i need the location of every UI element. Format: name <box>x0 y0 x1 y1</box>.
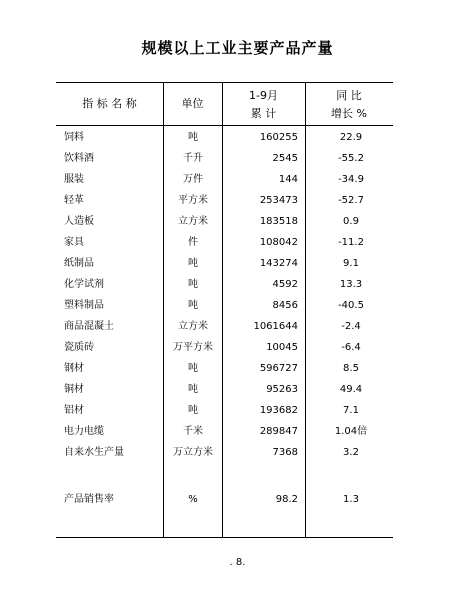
row-value: 143274 <box>259 258 298 269</box>
row-name: 电力电缆 <box>64 426 104 437</box>
page-number: . 8. <box>229 557 246 568</box>
header-growth-unit: 增长 % <box>331 107 367 120</box>
row-growth: 3.2 <box>343 447 359 458</box>
row-name: 饲料 <box>64 132 84 143</box>
row-growth: -52.7 <box>338 195 364 206</box>
row-growth: -40.5 <box>338 300 364 311</box>
row-growth: 22.9 <box>339 132 363 143</box>
row-unit: 吨 <box>188 300 198 311</box>
column-divider-value-growth <box>305 82 306 538</box>
row-value: 144 <box>278 174 298 185</box>
row-unit: 吨 <box>188 132 198 143</box>
row-growth: 7.1 <box>343 405 359 416</box>
row-name: 钢材 <box>64 363 84 374</box>
row-growth: -2.4 <box>341 321 361 332</box>
header-indicator-name: 指 标 名 称 <box>82 97 137 110</box>
row-unit: 千升 <box>183 153 203 164</box>
row-value: 98.2 <box>275 494 298 505</box>
row-name: 化学试剂 <box>64 279 104 290</box>
row-name: 产品销售率 <box>64 494 114 505</box>
row-value: 193682 <box>259 405 298 416</box>
row-name: 塑料制品 <box>64 300 104 311</box>
row-value: 289847 <box>259 426 298 437</box>
row-unit: 吨 <box>188 279 198 290</box>
row-growth: 49.4 <box>339 384 363 395</box>
row-growth: -6.4 <box>341 342 361 353</box>
row-value: 7368 <box>272 447 298 458</box>
header-unit: 单位 <box>181 97 204 110</box>
row-unit: 万平方米 <box>173 342 213 353</box>
row-unit: 吨 <box>188 384 198 395</box>
row-value: 183518 <box>259 216 298 227</box>
row-growth: 9.1 <box>343 258 359 269</box>
row-unit: % <box>188 494 198 505</box>
column-divider-name-unit <box>163 82 164 538</box>
header-cumulative-period: 1-9月 <box>249 89 278 102</box>
row-value: 8456 <box>272 300 298 311</box>
row-name: 服装 <box>64 174 84 185</box>
row-unit: 平方米 <box>178 195 208 206</box>
row-unit: 吨 <box>188 258 198 269</box>
row-growth: 1.04倍 <box>334 426 368 437</box>
row-name: 人造板 <box>64 216 94 227</box>
row-growth: 1.3 <box>343 494 359 505</box>
row-unit: 万件 <box>183 174 203 185</box>
row-unit: 吨 <box>188 405 198 416</box>
row-name: 铜材 <box>64 384 84 395</box>
row-value: 596727 <box>259 363 298 374</box>
row-unit: 千米 <box>183 426 203 437</box>
row-value: 160255 <box>259 132 298 143</box>
row-growth: 8.5 <box>343 363 359 374</box>
row-name: 自来水生产量 <box>64 447 124 458</box>
table-bottom-rule <box>56 537 393 538</box>
row-name: 饮料酒 <box>64 153 94 164</box>
row-value: 95263 <box>266 384 298 395</box>
table-top-rule <box>56 82 393 83</box>
row-value: 10045 <box>266 342 298 353</box>
row-unit: 吨 <box>188 363 198 374</box>
row-value: 1061644 <box>253 321 298 332</box>
row-name: 轻革 <box>64 195 84 206</box>
row-name: 瓷质砖 <box>64 342 94 353</box>
row-growth: 0.9 <box>343 216 359 227</box>
header-growth-label: 同 比 <box>336 89 362 102</box>
row-name: 商品混凝土 <box>64 321 114 332</box>
header-cumulative-label: 累 计 <box>250 107 277 120</box>
row-unit: 件 <box>188 237 198 248</box>
row-name: 家具 <box>64 237 84 248</box>
header-bottom-rule <box>56 125 393 126</box>
row-unit: 立方米 <box>178 216 208 227</box>
row-value: 4592 <box>272 279 298 290</box>
row-name: 铝材 <box>64 405 84 416</box>
row-growth: -11.2 <box>338 237 364 248</box>
row-value: 2545 <box>272 153 298 164</box>
row-growth: -34.9 <box>338 174 364 185</box>
row-value: 108042 <box>259 237 298 248</box>
row-unit: 万立方米 <box>173 447 213 458</box>
page-title: 规模以上工业主要产品产量 <box>141 39 334 57</box>
row-value: 253473 <box>259 195 298 206</box>
row-unit: 立方米 <box>178 321 208 332</box>
row-growth: 13.3 <box>339 279 363 290</box>
row-growth: -55.2 <box>338 153 364 164</box>
row-name: 纸制品 <box>64 258 94 269</box>
